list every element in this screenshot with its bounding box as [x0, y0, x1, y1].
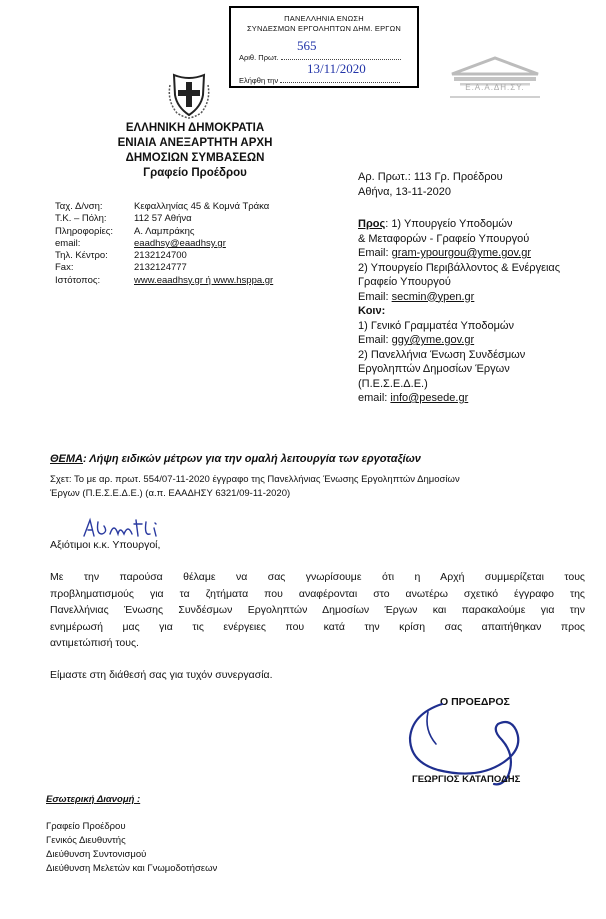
body-paragraph-2: Είμαστε στη διάθεσή σας για τυχόν συνεργασία.	[50, 669, 273, 681]
reference-line-1: Σχετ: Το με αρ. πρωτ. 554/07-11-2020 έγγραφο της Πανελλήνιας Ένωσης Εργοληπτών Δημοσίων	[50, 474, 460, 485]
koin-label: Κοιν:	[358, 305, 386, 317]
cc-1-email-row	[358, 333, 560, 348]
recipient-1-email-row	[358, 246, 560, 261]
contact-person: Α. Λαμπράκης	[134, 225, 195, 237]
cc-2-email-row	[358, 391, 560, 406]
cc-2-name-cont: Εργοληπτών Δημοσίων Έργων	[358, 363, 510, 375]
cc-2-name: 2) Πανελλήνια Ένωση Συνδέσμων	[358, 348, 526, 361]
recipients-block	[358, 217, 560, 406]
contact-labels	[55, 201, 113, 287]
body-line: αντιμετώπισή τους.	[50, 637, 139, 649]
distribution-item: Διεύθυνση Συντονισμού	[46, 849, 147, 860]
incoming-stamp	[229, 6, 419, 88]
email-label: Email:	[358, 290, 392, 303]
email-label: Email:	[358, 334, 392, 346]
contact-email-link[interactable]: eaadhsy@eaadhsy.gr	[134, 237, 226, 249]
recipient-2-email-link[interactable]: secmin@ypen.gr	[391, 290, 475, 303]
stamp-line-2: ΣΥΝΔΕΣΜΩΝ ΕΡΓΟΛΗΠΤΩΝ ΔΗΜ. ΕΡΓΩΝ	[246, 24, 402, 33]
org-line-4: Γραφείο Προέδρου	[143, 167, 247, 179]
pros-label: Προς	[358, 218, 386, 230]
stamp-date-field	[239, 76, 400, 85]
authority-logo-icon	[440, 52, 550, 112]
contact-city: 112 57 Αθήνα	[134, 213, 192, 225]
email-label: email:	[358, 392, 391, 404]
greek-coat-of-arms-icon	[166, 73, 212, 119]
body-line: Με την παρούσα θέλαμε να σας γνωρίσουμε ότι η Αρχή συμμερίζεται τους	[50, 571, 585, 583]
recipient-line	[358, 217, 560, 232]
body-paragraph-1	[50, 569, 585, 652]
contact-address: Κεφαλληνίας 45 & Κομνά Τράκα	[134, 201, 270, 212]
distribution-item: Γενικός Διευθυντής	[46, 835, 126, 846]
authority-logo-text: Ε.Α.Α.ΔΗ.ΣΥ.	[465, 83, 525, 92]
signatory-title: Ο ΠΡΟΕΔΡΟΣ	[440, 696, 510, 708]
contact-label: Τηλ. Κέντρο:	[55, 250, 108, 262]
cc-1-name: 1) Γενικό Γραμματέα Υποδομών	[358, 319, 515, 332]
cc-1-email-link[interactable]: ggy@yme.gov.gr	[391, 334, 475, 346]
contact-label: email:	[55, 237, 81, 249]
reference-block	[50, 473, 460, 501]
distribution-item: Γραφείο Προέδρου	[46, 821, 126, 832]
distribution-title: Εσωτερική Διανομή :	[46, 794, 141, 805]
contact-values	[134, 201, 273, 287]
org-header	[115, 121, 275, 181]
stamp-line-1: ΠΑΝΕΛΛΗΝΙΑ ΕΝΩΣΗ	[284, 14, 364, 23]
cc-2-email-link[interactable]: info@pesede.gr	[390, 392, 469, 404]
contact-label: Ταχ. Δ/νση:	[55, 201, 103, 212]
recipient-2-office: Γραφείο Υπουργού	[358, 276, 451, 288]
contact-label: Fax:	[55, 262, 74, 274]
stamp-date-label: Ελήφθη την	[239, 76, 279, 85]
contact-website-link[interactable]: www.eaadhsy.gr ή www.hsppa.gr	[134, 274, 274, 286]
reference-line-2: Έργων (Π.Ε.Σ.Ε.Δ.Ε.) (α.π. ΕΑΑΔΗΣΥ 6321/09-11-2020)	[50, 488, 291, 499]
recipient-1-name: : 1) Υπουργείο Υποδομών	[385, 218, 513, 230]
salutation: Αξιότιμοι κ.κ. Υπουργοί,	[50, 539, 161, 551]
stamp-number-label: Αριθ. Πρωτ.	[239, 53, 279, 62]
stamp-number-value: 565	[297, 38, 317, 53]
authority-logo	[440, 52, 550, 112]
body-line: ενημέρωσή μας για τις ενέργειες που κατά την κρίση σας απαιτήθηκαν προς	[50, 620, 585, 633]
document-date: Αθήνα, 13-11-2020	[358, 185, 451, 198]
distribution-item: Διεύθυνση Μελετών και Γνωμοδοτήσεων	[46, 863, 218, 874]
contact-phone: 2132124700	[134, 250, 187, 262]
cc-2-abbr: (Π.Ε.Σ.Ε.Δ.Ε.)	[358, 377, 428, 390]
org-line-3: ΔΗΜΟΣΙΩΝ ΣΥΜΒΑΣΕΩΝ	[125, 152, 265, 164]
distribution-list	[46, 820, 217, 876]
recipient-2-email-row	[358, 290, 560, 305]
recipient-2-name: 2) Υπουργείο Περιβάλλοντος & Ενέργειας	[358, 261, 561, 274]
org-line-2: ΕΝΙΑΙΑ ΑΝΕΞΑΡΤΗΤΗ ΑΡΧΗ	[117, 137, 273, 149]
protocol-reference	[358, 170, 503, 199]
contact-label: Πληροφορίες:	[55, 225, 113, 237]
recipient-1-email-link[interactable]: gram-ypourgou@yme.gov.gr	[391, 247, 531, 259]
org-line-1: ΕΛΛΗΝΙΚΗ ΔΗΜΟΚΡΑΤΙΑ	[125, 122, 265, 134]
contact-label: Τ.Κ. – Πόλη:	[55, 213, 107, 225]
contact-label: Ιστότοπος:	[55, 274, 101, 286]
email-label: Email:	[358, 247, 392, 259]
body-line: Πανελλήνιας Ένωσης Συνδέσμων Εργοληπτών Δημοσίων Έργων και παρακαλούμε για την	[50, 604, 585, 616]
signatory-name: ΓΕΩΡΓΙΟΣ ΚΑΤΑΠΟΔΗΣ	[412, 774, 521, 785]
subject-text: : Λήψη ειδικών μέτρων για την ομαλή λειτουργία των εργοταξίων	[83, 453, 421, 465]
subject-line	[50, 453, 421, 465]
recipient-1-office: & Μεταφορών - Γραφείο Υπουργού	[358, 232, 530, 245]
subject-label: ΘΕΜΑ	[50, 453, 83, 465]
protocol-number: Αρ. Πρωτ.: 113 Γρ. Προέδρου	[358, 171, 503, 183]
contact-fax: 2132124777	[134, 262, 187, 274]
body-line: προβληματισμούς για τα ζητήματα που αναφέρονται στο ανωτέρω σχετικό έγγραφο της	[50, 587, 585, 600]
stamp-date-value: 13/11/2020	[307, 61, 366, 76]
